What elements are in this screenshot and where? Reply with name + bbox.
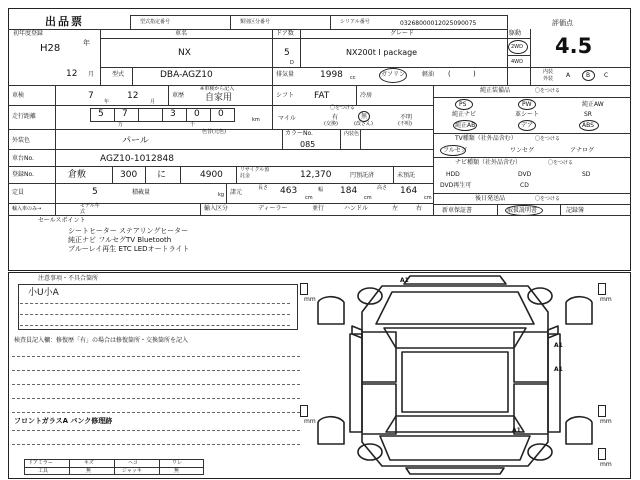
width: 184 [340, 186, 358, 196]
recycle-amount: 12,370 [300, 170, 332, 180]
interior-label: 内装 [543, 69, 554, 75]
tire-box-fl [300, 283, 308, 295]
legend-header-4: ワレ [172, 460, 183, 466]
model-designation-label: 型式指定番号 [140, 19, 171, 25]
mile-opt-5: 不明 [400, 114, 413, 121]
shaken-year: 7 [88, 91, 94, 101]
recycle-label: リサイクル預託金 [240, 167, 270, 179]
tire-mm-rr: mm [600, 418, 612, 425]
option-ab: 純正AB [455, 122, 476, 129]
option-leather: 革シート [515, 111, 540, 118]
length-unit: cm [305, 195, 313, 201]
car-name-label: 車名 [175, 30, 188, 37]
displacement-unit: cc [350, 75, 356, 81]
drive-label: 駆動 [509, 30, 522, 37]
navi-note: 〇をつける [548, 160, 574, 166]
color: パール [122, 136, 149, 146]
tv-note: 〇をつける [535, 136, 561, 142]
tv-oneseg: ワンセグ [510, 147, 535, 154]
first-reg-label: 初年度登録 [13, 30, 44, 37]
reg-year: H28 [40, 43, 61, 54]
mileage-digit-1: 5 [98, 109, 104, 119]
legend-header-1: ドアミラー [28, 460, 53, 466]
docs-note: 〇をつける [535, 196, 561, 202]
plate-class: 300 [120, 170, 138, 180]
shaken-month-unit: 月 [150, 99, 156, 105]
doc-warranty: 新車保証書 [442, 207, 473, 214]
door-unit: D [290, 60, 294, 66]
score-value: 4.5 [555, 34, 593, 58]
interior-color-label: 内装色 [344, 131, 360, 137]
parallel: 並行 [312, 205, 325, 212]
car-diagram [310, 272, 600, 477]
dealer: ディーラー [258, 205, 288, 212]
option-aw: 純正AW [582, 101, 604, 108]
damage-mark-right-rear: A1 [554, 366, 563, 373]
usage: 自家用 [205, 93, 233, 103]
door-count: 5 [284, 48, 290, 58]
import-kind-label: 輸入区分 [204, 205, 229, 212]
chassis-number: AGZ10-1012848 [100, 154, 174, 164]
mile-label: マイル [278, 115, 296, 122]
legend-header-2: キズ [84, 460, 94, 466]
damage-mark-right-front: A1 [554, 342, 563, 349]
option-sr: SR [584, 111, 592, 118]
doc-manual: 取扱説明書 [507, 207, 538, 214]
damage-mark-rear: A1 [512, 427, 521, 434]
notes-box [18, 284, 298, 330]
width-unit: cm [364, 195, 372, 201]
plate-number: 4900 [200, 170, 223, 180]
sales-point-3: ブルーレイ再生 ETC LEDオートライト [68, 245, 190, 253]
drive-4wd: 4WD [511, 59, 523, 65]
color-code: 085 [300, 140, 316, 149]
grade: NX200t I package [346, 48, 418, 57]
spare-mm: mm [600, 461, 612, 468]
dvd-playback: DVD再生可 [440, 182, 472, 189]
plate-region: 倉敷 [68, 170, 87, 180]
notes-handwritten: 小U小A [28, 288, 59, 298]
recycle-unit: 円預託済 [350, 172, 375, 179]
usage-label: 車歴 [172, 92, 185, 99]
navi-title: ナビ種類（社外品含む） [455, 159, 522, 166]
width-label: 幅 [318, 187, 324, 193]
score-label: 評価点 [552, 19, 573, 27]
navi-sd: SD [582, 171, 591, 178]
mileage-digits [90, 108, 245, 128]
height: 164 [400, 186, 418, 196]
height-unit: cm [424, 195, 432, 201]
shaken-label: 車検 [12, 92, 25, 99]
mileage-label: 走行距離 [12, 113, 37, 120]
interior-c: C [604, 72, 609, 79]
shaken-year-unit: 年 [104, 99, 110, 105]
legend-header-3: ヘコ [128, 460, 139, 466]
fuel-gasoline: ガソリン [381, 71, 406, 78]
mileage-unit-man: 万 [118, 122, 124, 128]
height-label: 高さ [377, 185, 388, 191]
sales-point-2: 純正ナビ フルセグTV Bluetooth [68, 236, 172, 244]
options-note: 〇をつける [535, 88, 561, 94]
color-change-label: 色替(元色) [202, 129, 226, 135]
mileage-unit-km: km [252, 117, 260, 123]
option-pw: PW [522, 101, 532, 108]
mileage-digit-5: 0 [218, 109, 224, 119]
plate-label: 登録No. [12, 171, 34, 178]
damage-mark-front: A1 [400, 277, 409, 284]
drive-2wd: 2WD [511, 44, 523, 50]
model-year-label: モデル年式 [80, 203, 100, 215]
sales-points-title: セールスポイント [38, 217, 86, 224]
shift-label: シフト [276, 92, 295, 99]
left-hand: 左 [392, 205, 399, 212]
reg-year-unit: 年 [83, 39, 90, 47]
type-label: 型式 [112, 71, 125, 78]
chassis-label: 車台No. [12, 155, 34, 162]
windshield-note: フロントガラスA バンク修理跡 [14, 417, 113, 425]
option-ps: PS [459, 101, 467, 108]
doors-label: ドア数 [276, 30, 294, 37]
fuel-other-bracket: ( ) [448, 70, 476, 78]
options-title: 純正装備品 [480, 87, 511, 94]
mile-opt-4: (改ざん) [354, 121, 373, 127]
shift: FAT [314, 91, 330, 101]
docs-title: 後日発送品 [475, 195, 506, 202]
inspector-title: 検査員記入欄：修復歴「有」の場合は修復箇所・交換箇所を記入 [14, 337, 189, 344]
right-hand: 右 [416, 205, 423, 212]
mile-opt-1: 有 [332, 114, 339, 121]
legend-value-3: ジャッキ [122, 468, 142, 474]
sales-point-1: シートヒーター ステアリングヒーター [68, 227, 189, 235]
displacement-label: 排気量 [276, 71, 295, 78]
tv-title: TV種類（社外品含む） [455, 135, 517, 142]
grade-label: グレード [390, 30, 415, 37]
mileage-digit-3: 3 [170, 109, 176, 119]
bodytype-note: ※車検から記入 [200, 86, 235, 92]
serial-number: 03268000012025090075 [400, 20, 477, 27]
navi-hdd: HDD [446, 171, 460, 178]
mile-opt-2: (交換) [324, 121, 338, 127]
legend-value-4: 無 [174, 468, 180, 474]
tire-mm-fl: mm [304, 296, 316, 303]
recycle-unpaid: 未預託 [397, 172, 416, 179]
ac-label: 冷房 [360, 92, 373, 99]
navi-dvd: DVD [518, 171, 532, 178]
reg-month-unit: 月 [88, 71, 95, 78]
form-title: 出品票 [45, 15, 84, 28]
doc-records: 記録簿 [566, 207, 585, 214]
legend-value-1: 工具 [38, 468, 49, 474]
category-label: 類別区分番号 [240, 19, 271, 25]
color-code-label: カラーNo. [285, 130, 313, 137]
length: 463 [280, 186, 298, 196]
dims-label: 諸元 [230, 189, 243, 196]
length-label: 長さ [258, 185, 269, 191]
load-label: 積載量 [132, 189, 151, 196]
option-navi: 純正ナビ [452, 111, 477, 118]
option-abs: ABS [582, 122, 594, 129]
exterior-label: 外装 [543, 76, 554, 82]
import-label: 輸入車のみ→ [12, 206, 42, 212]
load-unit: kg [218, 192, 225, 198]
interior-a: A [566, 72, 571, 79]
mileage-digit-4: 0 [194, 109, 200, 119]
notes-title: 注意事項・不具合箇所 [38, 275, 99, 282]
interior-b: B [586, 72, 591, 79]
tire-mm-rl: mm [304, 418, 316, 425]
serial-label: シリアル番号 [340, 19, 370, 25]
plate-kana: に [157, 170, 167, 180]
color-label: 外装色 [12, 137, 31, 144]
cd-label: CD [520, 182, 529, 189]
option-dea: デア [521, 122, 534, 129]
reg-month: 12 [66, 69, 78, 79]
tire-mm-fr: mm [600, 296, 612, 303]
mile-opt-6: (不明) [398, 121, 412, 127]
tire-box-rl [300, 405, 308, 417]
mile-circle-note: 〇をつける [330, 105, 356, 111]
mileage-digit-2: 7 [122, 109, 128, 119]
legend-value-2: 無 [86, 468, 92, 474]
tv-fullseg: フルセグ [443, 147, 467, 154]
mile-opt-3: 無 [361, 113, 368, 120]
mileage-unit-sen: 千 [190, 122, 196, 128]
tv-analog: アナログ [570, 147, 595, 154]
capacity-label: 定員 [12, 189, 25, 196]
fuel-diesel: 軽油 [422, 71, 435, 78]
shaken-month: 12 [127, 91, 139, 101]
capacity: 5 [92, 187, 98, 197]
handle-label: ハンドル [344, 205, 369, 212]
car-name: NX [178, 48, 191, 58]
model-type: DBA-AGZ10 [160, 70, 213, 80]
displacement: 1998 [320, 70, 343, 80]
